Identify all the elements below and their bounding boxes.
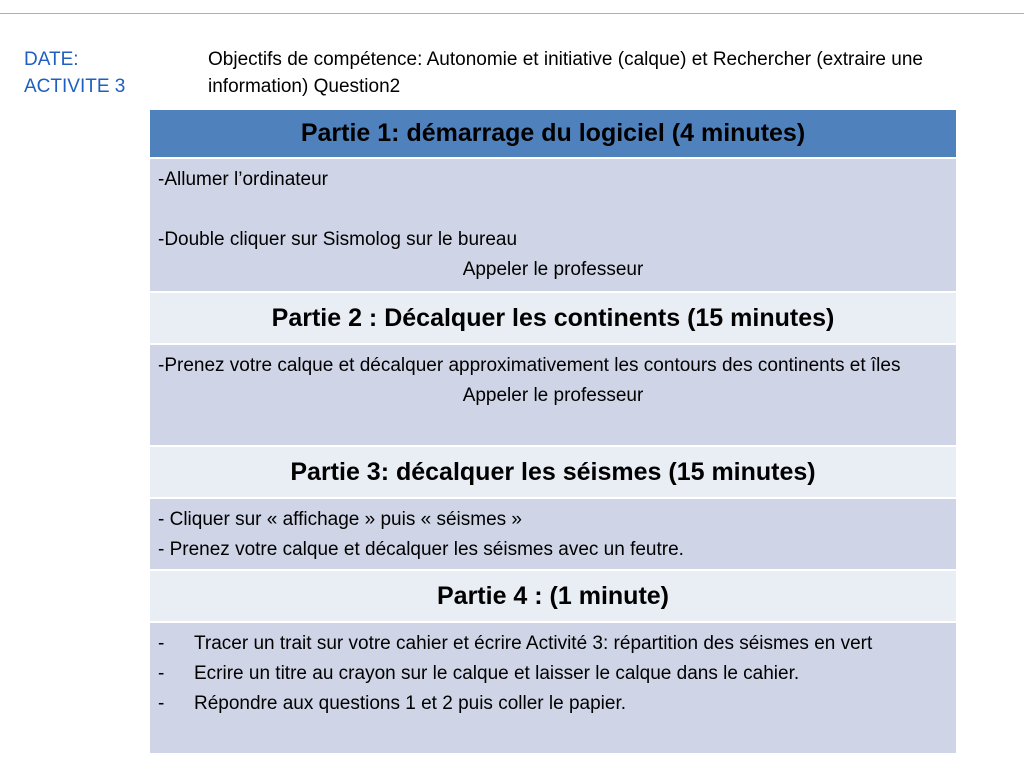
part-3-instructions [150, 498, 956, 570]
part-1-title: Partie 1: démarrage du logiciel (4 minutes) [150, 110, 956, 158]
part-1-body-row [150, 158, 956, 292]
part-3-header-row [150, 446, 956, 498]
objectives-text: Objectifs de compétence: Autonomie et initiative (calque) et Rechercher (extraire une information) Question2 [208, 49, 923, 97]
part-3-step-2: - Prenez votre calque et décalquer les séismes avec un feutre. [158, 539, 684, 560]
part-1-step-1: -Allumer l’ordinateur [158, 169, 329, 190]
activity-plan-table [150, 110, 956, 755]
part-1-header-row [150, 110, 956, 158]
part-2-instructions [150, 344, 956, 446]
top-divider [0, 13, 1024, 14]
spacer [158, 195, 948, 225]
part-3-body-row [150, 498, 956, 570]
activity-label: ACTIVITE 3 [24, 76, 126, 97]
part-4-instructions [150, 622, 956, 754]
date-label: DATE: [24, 49, 79, 70]
part-2-step-1: -Prenez votre calque et décalquer approximativement les contours des continents et îles [158, 355, 901, 376]
part-3-title: Partie 3: décalquer les séismes (15 minutes) [150, 446, 956, 498]
part-1-step-2: -Double cliquer sur Sismolog sur le bureau [158, 229, 518, 250]
part-4-title: Partie 4 : (1 minute) [150, 570, 956, 622]
list-item: - Répondre aux questions 1 et 2 puis coller le papier. [158, 689, 948, 719]
part-2-body-row [150, 344, 956, 446]
part-3-step-1: - Cliquer sur « affichage » puis « séismes » [158, 509, 522, 530]
part-1-call-teacher: Appeler le professeur [462, 259, 644, 280]
part-2-header-row [150, 292, 956, 344]
date-activity-label [24, 46, 125, 100]
part-4-step-list [158, 629, 948, 719]
part-2-call-teacher: Appeler le professeur [462, 385, 644, 406]
part-4-header-row [150, 570, 956, 622]
list-item: - Ecrire un titre au crayon sur le calque et laisser le calque dans le cahier. [158, 659, 948, 689]
part-4-body-row [150, 622, 956, 754]
part-1-instructions [150, 158, 956, 292]
part-2-title: Partie 2 : Décalquer les continents (15 minutes) [150, 292, 956, 344]
list-item: - Tracer un trait sur votre cahier et écrire Activité 3: répartition des séismes en vert [158, 629, 948, 659]
